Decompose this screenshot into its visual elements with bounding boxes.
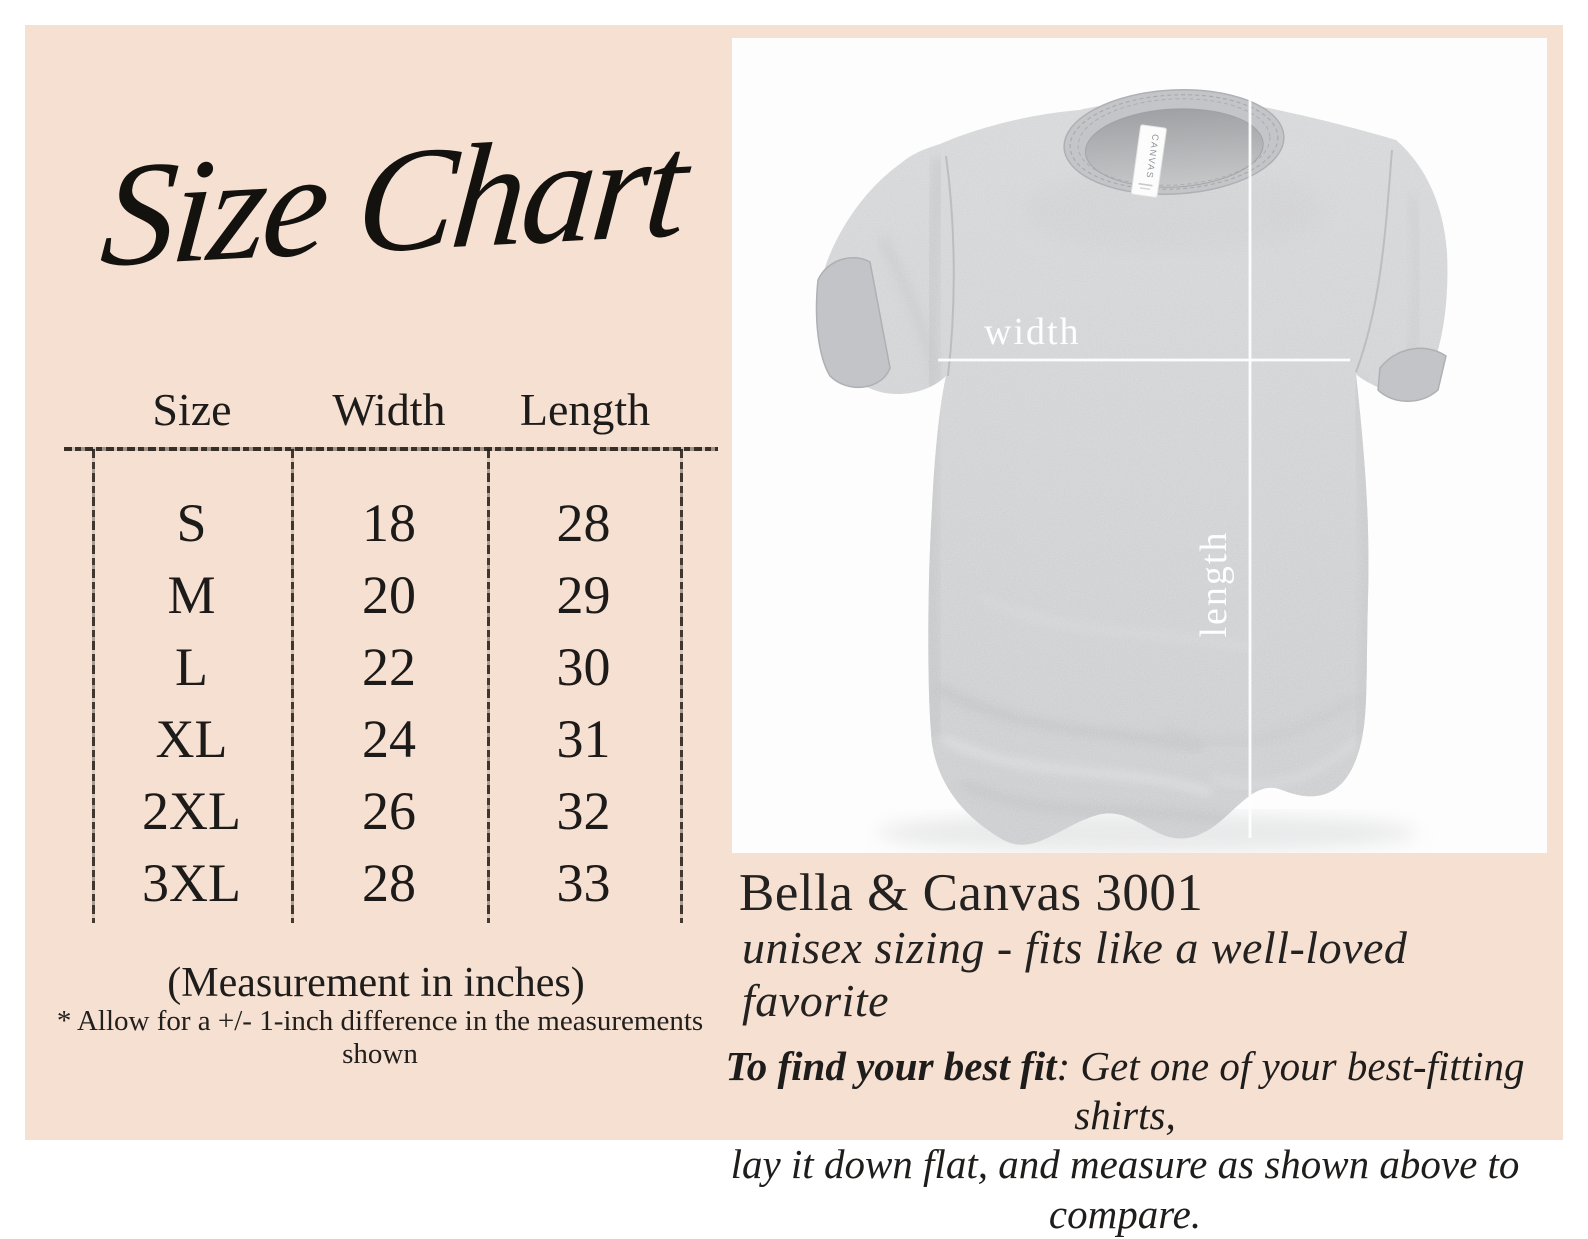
column-header-size: Size [152, 384, 232, 435]
cell-width: 24 [362, 709, 416, 769]
table-vertical-rule [680, 449, 683, 923]
table-row [92, 775, 680, 847]
table-row [92, 487, 680, 559]
column-header-length: Length [519, 384, 651, 435]
cell-size: XL [155, 709, 228, 769]
table-top-rule [64, 447, 718, 451]
cell-width: 18 [362, 493, 416, 553]
cell-size: 3XL [142, 853, 241, 913]
cell-size: M [167, 565, 216, 625]
table-row [92, 559, 680, 631]
cell-length: 32 [556, 781, 611, 841]
cell-width: 26 [362, 781, 416, 841]
fit-tip-line2: lay it down flat, and measure as shown above to compare. [730, 1141, 1520, 1237]
fit-tip-lead: To find your best fit [725, 1043, 1057, 1089]
peach-background [25, 25, 1563, 1237]
cell-length: 31 [556, 709, 611, 769]
length-label: length [1193, 530, 1235, 638]
tshirt-illustration [732, 38, 1547, 853]
cell-length: 30 [556, 637, 611, 697]
cell-size: S [176, 493, 207, 553]
table-row [92, 703, 680, 775]
cell-size: L [175, 637, 208, 697]
cell-length: 29 [556, 565, 611, 625]
tolerance-footnote: * Allow for a +/- 1-inch difference in the measurements shown [56, 1005, 704, 1070]
size-table [70, 383, 710, 967]
fit-tip-rest: : Get one of your best-fitting shirts, [1056, 1043, 1525, 1139]
cell-width: 20 [362, 565, 416, 625]
cell-length: 33 [556, 853, 611, 913]
cell-size: 2XL [142, 781, 241, 841]
cell-length: 28 [556, 493, 611, 553]
tshirt-photo [732, 38, 1547, 853]
table-row [92, 847, 680, 919]
cell-width: 28 [362, 853, 416, 913]
product-name: Bella & Canvas 3001 [739, 864, 1204, 922]
page-title: Size Chart [95, 102, 691, 299]
table-row [92, 631, 680, 703]
measurement-note: (Measurement in inches) [167, 960, 585, 1006]
tag-text: CANVAS [1144, 133, 1161, 180]
product-tagline: unisex sizing - fits like a well-loved favorite [742, 922, 1408, 1026]
fit-tip [685, 1042, 1565, 1239]
column-header-width: Width [332, 384, 446, 435]
width-label: width [984, 311, 1081, 353]
table-body [92, 487, 680, 919]
cell-width: 22 [362, 637, 416, 697]
